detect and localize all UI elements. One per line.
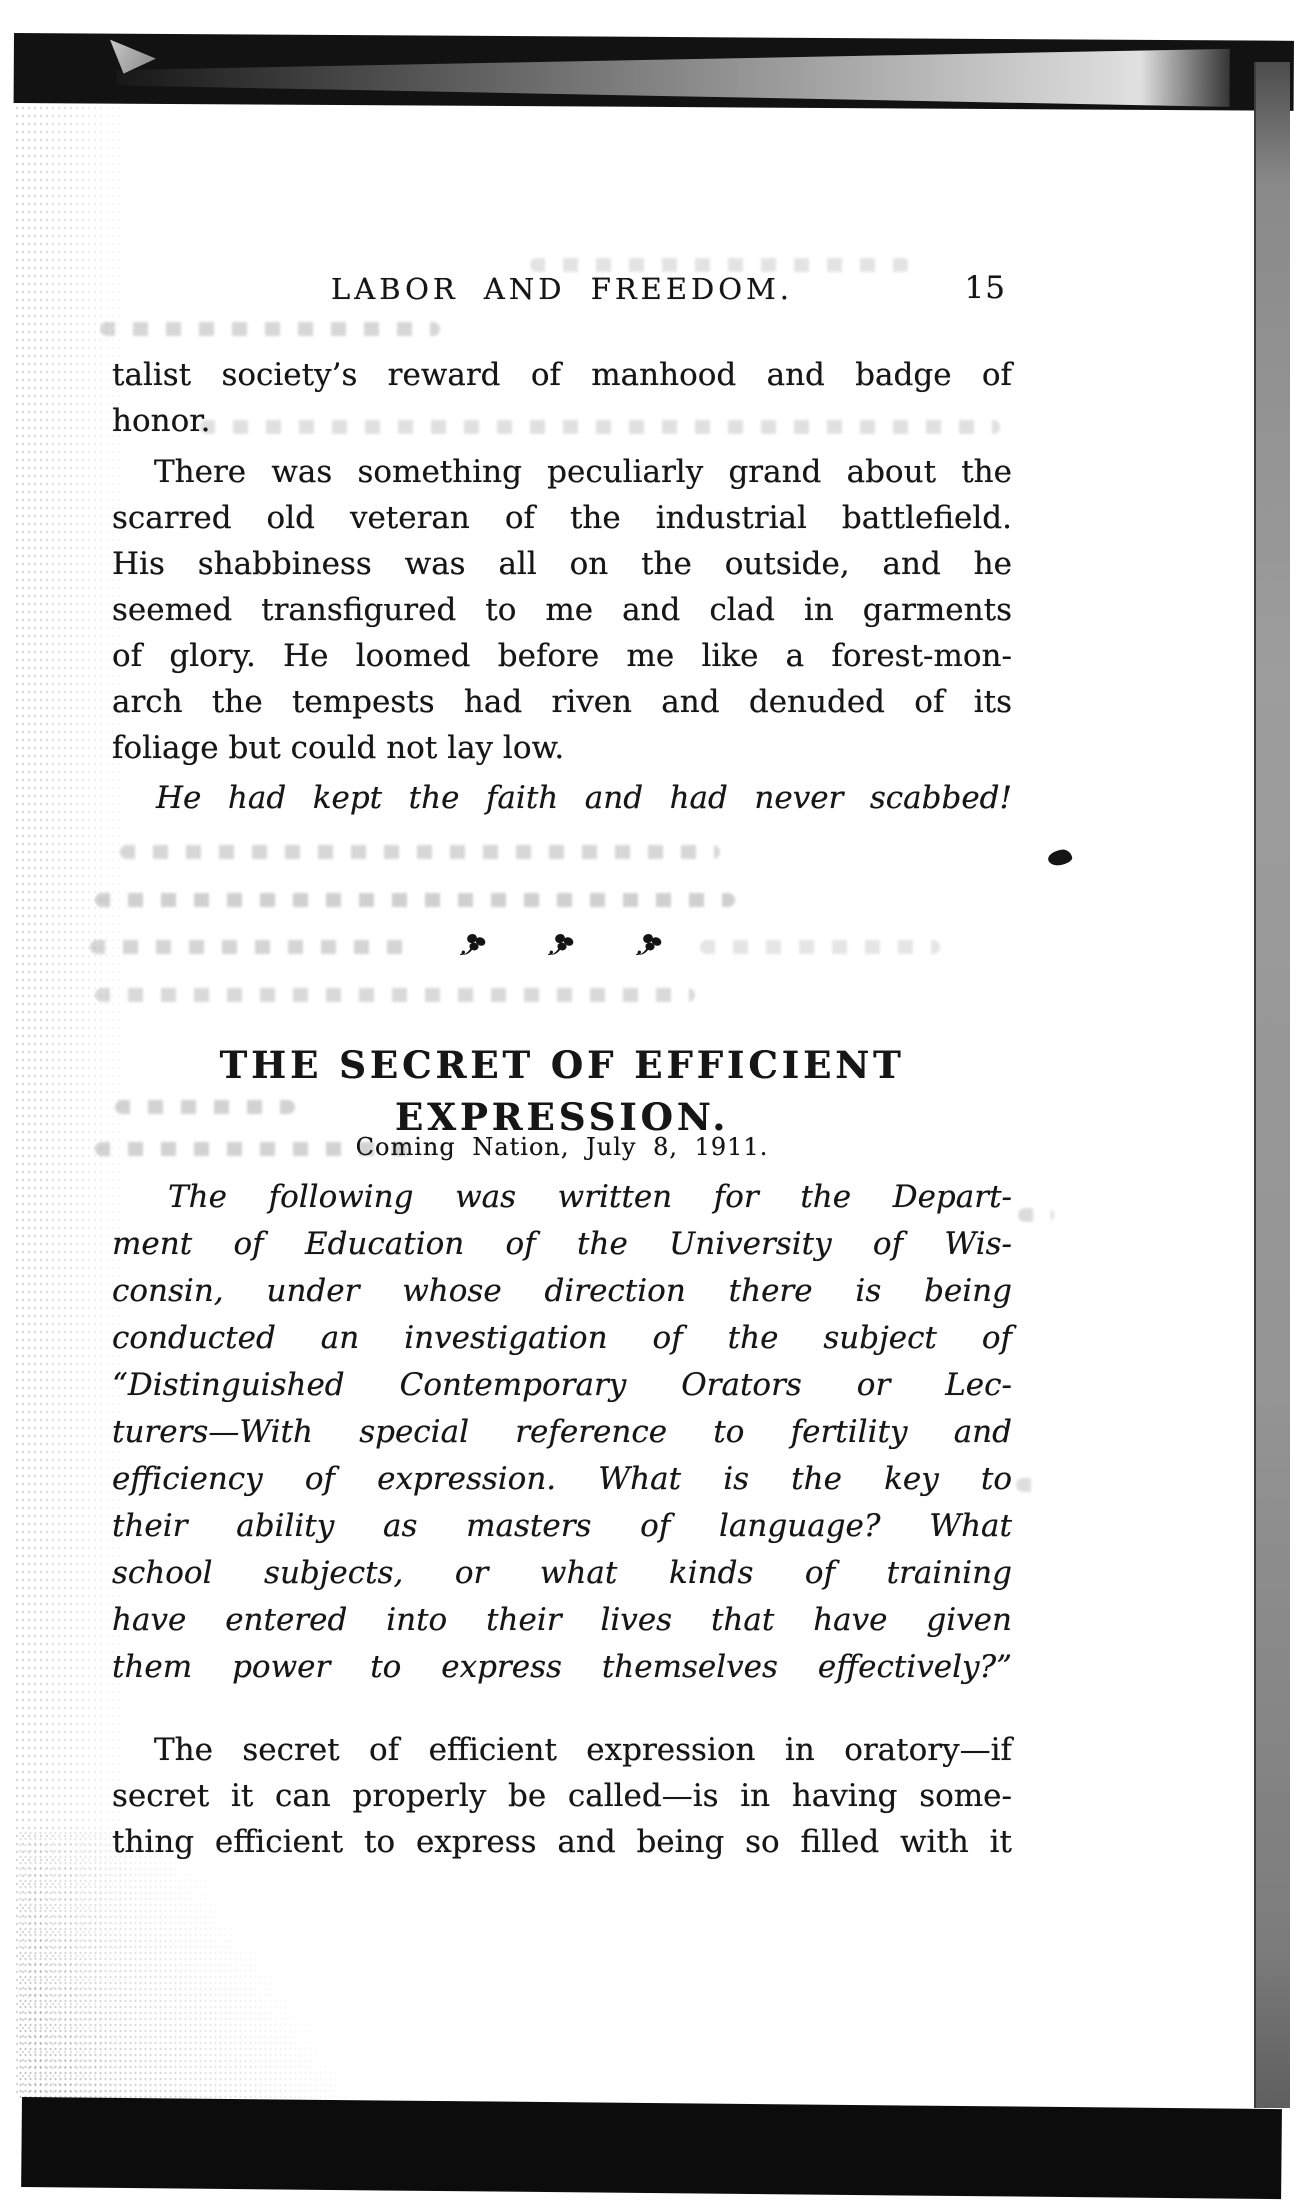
pull-quote: He had kept the faith and had never scabbed! <box>156 780 1012 816</box>
section-intro-paragraph <box>112 1174 1012 1691</box>
fleuron-ornament-row <box>112 928 1012 962</box>
text-line: them power to express themselves effectively?” <box>112 1649 1012 1685</box>
page-header <box>112 272 1012 314</box>
scan-band-sheen <box>14 33 1294 111</box>
text-line: have entered into their lives that have given <box>112 1602 1012 1638</box>
bleedthrough-text-ghost <box>1016 1478 1046 1492</box>
section-heading: THE SECRET OF EFFICIENT EXPRESSION. <box>219 1043 905 1139</box>
paragraph-continuation <box>112 352 1012 444</box>
text-line: ment of Education of the University of Wis- <box>112 1226 1012 1262</box>
text-line: talist society’s reward of manhood and badge of <box>112 357 1012 393</box>
bleedthrough-text-ghost <box>100 322 440 336</box>
text-line: efficiency of expression. What is the key to <box>112 1461 1012 1497</box>
text-line: conducted an investigation of the subject of <box>112 1320 1012 1356</box>
page-number: 15 <box>964 270 1006 306</box>
text-line: of glory. He loomed before me like a forest-mon- <box>112 638 1012 674</box>
text-line: consin, under whose direction there is being <box>112 1273 1012 1309</box>
bleedthrough-text-ghost <box>95 988 695 1002</box>
text-line: foliage but could not lay low. <box>112 730 565 766</box>
text-line: turers—With special reference to fertility and <box>112 1414 1012 1450</box>
text-line: “Distinguished Contemporary Orators or Lec- <box>112 1367 1012 1403</box>
text-line: The following was written for the Depart- <box>168 1179 1012 1215</box>
fleuron-icon <box>547 932 577 959</box>
bleedthrough-text-ghost <box>120 845 720 859</box>
scan-band-glint <box>110 40 156 74</box>
text-line: arch the tempests had riven and denuded of its <box>112 684 1012 720</box>
section-source-line: Coming Nation, July 8, 1911. <box>355 1133 769 1161</box>
text-line: school subjects, or what kinds of training <box>112 1555 1012 1591</box>
text-line: seemed transfigured to me and clad in garments <box>112 592 1012 628</box>
bottom-left-scan-noise <box>18 1830 348 2098</box>
bleedthrough-text-ghost <box>95 893 735 907</box>
text-line: scarred old veteran of the industrial battlefield. <box>112 500 1012 536</box>
fleuron-icon <box>635 932 665 959</box>
page-edge-shadow <box>1254 62 1290 2108</box>
text-line: secret it can properly be called—is in having some- <box>112 1778 1012 1814</box>
scan-band-top <box>14 33 1294 111</box>
text-line: There was something peculiarly grand about the <box>154 454 1012 490</box>
bleedthrough-text-ghost <box>1018 1208 1054 1222</box>
scan-band-bottom <box>21 2097 1282 2199</box>
text-line: thing efficient to express and being so filled with it <box>112 1824 1012 1860</box>
text-line: honor. <box>112 403 211 439</box>
running-title: LABOR AND FREEDOM. <box>331 272 793 306</box>
text-line: The secret of efficient expression in oratory—if <box>154 1732 1012 1768</box>
paragraph-veteran <box>112 449 1012 771</box>
bleedthrough-text-ghost <box>530 258 910 272</box>
text-line: their ability as masters of language? What <box>112 1508 1012 1544</box>
fleuron-icon <box>459 932 489 959</box>
ink-blot <box>1047 848 1073 867</box>
section-closing-paragraph <box>112 1727 1012 1865</box>
text-line: His shabbiness was all on the outside, and he <box>112 546 1012 582</box>
